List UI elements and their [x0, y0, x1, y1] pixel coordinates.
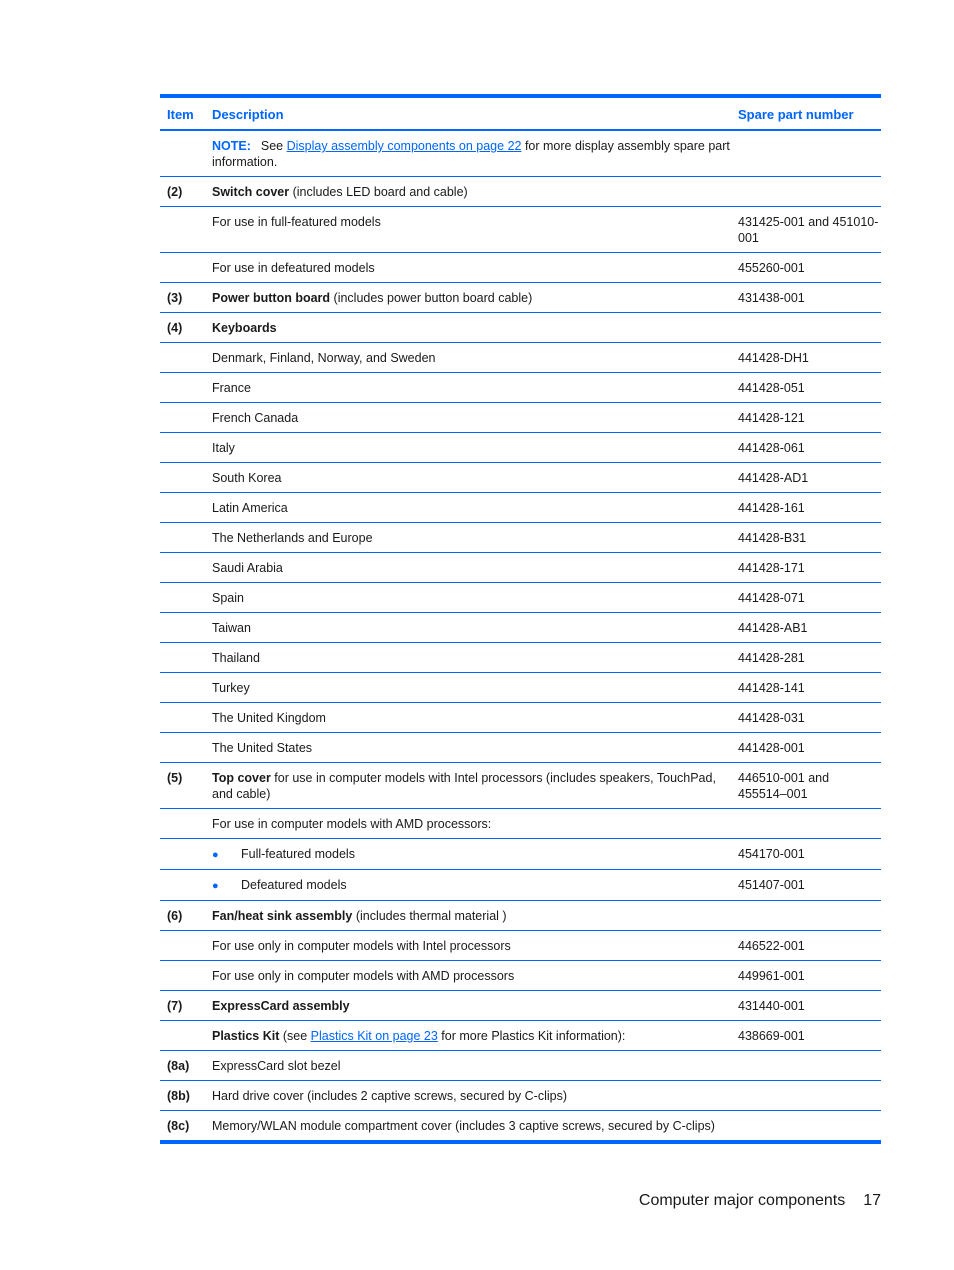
row-description — [206, 809, 731, 839]
row-item — [160, 403, 206, 433]
row-item — [160, 433, 206, 463]
table-row — [160, 283, 881, 313]
row-text: Denmark, Finland, Norway, and Sweden — [212, 351, 436, 365]
table-row — [160, 253, 881, 283]
row-text: Defeatured models — [241, 878, 347, 892]
plastics-kit-row — [160, 1021, 881, 1051]
row-text: The Netherlands and Europe — [212, 531, 373, 545]
table-row — [160, 763, 881, 809]
row-item: (3) — [160, 283, 206, 313]
row-description — [206, 703, 731, 733]
row-spare-part: 441428-B31 — [731, 523, 881, 553]
row-item — [160, 613, 206, 643]
table-row — [160, 403, 881, 433]
table-row — [160, 433, 881, 463]
row-spare-part: 431440-001 — [731, 991, 881, 1021]
row-text: Saudi Arabia — [212, 561, 283, 575]
row-description — [206, 523, 731, 553]
row-text: French Canada — [212, 411, 299, 425]
row-description — [206, 343, 731, 373]
spare-parts-table-wrap — [160, 94, 881, 1144]
table-row — [160, 553, 881, 583]
row-item — [160, 493, 206, 523]
row-description — [206, 433, 731, 463]
note-part-cell — [731, 130, 881, 177]
row-spare-part: 441428-001 — [731, 733, 881, 763]
row-spare-part: 446522-001 — [731, 931, 881, 961]
row-spare-part: 441428-281 — [731, 643, 881, 673]
row-spare-part: 441428-141 — [731, 673, 881, 703]
row-item — [160, 733, 206, 763]
row-text: France — [212, 381, 251, 395]
row-text: For use in computer models with AMD processors: — [212, 817, 492, 831]
header-spare-part: Spare part number — [731, 98, 881, 130]
table-row — [160, 931, 881, 961]
row-spare-part: 441428-AD1 — [731, 463, 881, 493]
header-description: Description — [206, 98, 731, 130]
row-title: Switch cover — [212, 185, 290, 199]
row-text: (includes LED board and cable) — [289, 185, 468, 199]
row-item: (2) — [160, 177, 206, 207]
note-item-cell — [160, 130, 206, 177]
page-footer — [639, 1192, 881, 1210]
row-description — [206, 373, 731, 403]
row-text: Turkey — [212, 681, 250, 695]
footer-section-title: Computer major components — [638, 1192, 846, 1209]
row-item — [160, 583, 206, 613]
row-description — [206, 839, 731, 870]
plastics-item-cell — [160, 1021, 206, 1051]
table-row — [160, 1111, 881, 1141]
row-description — [206, 961, 731, 991]
row-item: (8c) — [167, 1119, 190, 1133]
row-title: ExpressCard assembly — [212, 999, 350, 1013]
table-row — [160, 583, 881, 613]
bullet-icon: ● — [212, 849, 219, 861]
row-item — [160, 207, 206, 253]
row-description — [206, 253, 731, 283]
row-description — [206, 403, 731, 433]
table-row — [160, 870, 881, 901]
table-row — [160, 463, 881, 493]
row-item — [160, 870, 206, 901]
row-text: South Korea — [212, 471, 282, 485]
row-spare-part: 441428-161 — [731, 493, 881, 523]
table-row — [160, 313, 881, 343]
row-spare-part: 454170-001 — [731, 839, 881, 870]
row-description — [206, 313, 731, 343]
row-item: (6) — [160, 901, 206, 931]
plastics-kit-link[interactable]: Plastics Kit on page 23 — [310, 1029, 438, 1043]
row-spare-part: 441428-121 — [731, 403, 881, 433]
table-row — [160, 809, 881, 839]
row-title: Keyboards — [212, 321, 277, 335]
table-row — [160, 961, 881, 991]
row-description — [206, 463, 731, 493]
table-row — [160, 703, 881, 733]
row-spare-part: 441428-061 — [731, 433, 881, 463]
row-description — [206, 613, 731, 643]
note-label: NOTE: — [212, 139, 251, 153]
row-description — [206, 207, 731, 253]
row-description — [206, 177, 731, 207]
table-row — [160, 991, 881, 1021]
row-item — [160, 373, 206, 403]
row-spare-part: 441428-051 — [731, 373, 881, 403]
row-item: (8b) — [160, 1081, 206, 1111]
row-title: Fan/heat sink assembly — [212, 909, 353, 923]
row-item: (8a) — [160, 1051, 206, 1081]
row-item — [160, 643, 206, 673]
table-row — [160, 901, 881, 931]
spare-parts-table — [160, 98, 881, 1140]
row-description — [206, 553, 731, 583]
row-item — [160, 931, 206, 961]
plastics-title: Plastics Kit — [212, 1029, 280, 1043]
table-bottom-rule — [160, 1140, 881, 1144]
row-description — [206, 931, 731, 961]
table-row — [160, 177, 881, 207]
row-description — [206, 493, 731, 523]
row-description — [206, 583, 731, 613]
row-description: Hard drive cover (includes 2 captive screws, secured by C-clips) — [206, 1081, 881, 1111]
row-description — [206, 733, 731, 763]
table-row — [160, 643, 881, 673]
note-cell — [206, 130, 731, 177]
plastics-description — [206, 1021, 731, 1051]
row-text: The United States — [212, 741, 313, 755]
row-description — [206, 870, 731, 901]
table-row — [160, 493, 881, 523]
row-item — [160, 253, 206, 283]
row-spare-part — [731, 313, 881, 343]
table-row — [160, 523, 881, 553]
row-text: for use in computer models with Intel processors (includes speakers, TouchPad, and cable) — [212, 771, 716, 801]
table-row — [160, 613, 881, 643]
row-description: ExpressCard slot bezel — [206, 1051, 881, 1081]
table-row — [160, 1051, 881, 1081]
row-text: Spain — [212, 591, 244, 605]
row-description — [206, 991, 731, 1021]
row-spare-part: 431438-001 — [731, 283, 881, 313]
row-spare-part: 449961-001 — [731, 961, 881, 991]
row-text: Thailand — [212, 651, 260, 665]
row-item — [160, 673, 206, 703]
row-spare-part: 441428-171 — [731, 553, 881, 583]
note-row — [160, 130, 881, 177]
table-row — [160, 733, 881, 763]
row-spare-part: 446510-001 and 455514–001 — [731, 763, 881, 809]
row-item — [160, 343, 206, 373]
page-number: 17 — [863, 1192, 881, 1209]
row-title: Top cover — [212, 771, 271, 785]
row-text: For use in defeatured models — [212, 261, 375, 275]
row-item — [160, 553, 206, 583]
row-item — [160, 839, 206, 870]
row-item — [160, 961, 206, 991]
note-pre: See — [260, 139, 287, 153]
row-text: For use only in computer models with Intel processors — [212, 939, 511, 953]
table-row — [160, 673, 881, 703]
bullet-icon: ● — [212, 880, 219, 892]
row-text: The United Kingdom — [212, 711, 326, 725]
plastics-post: for more Plastics Kit information): — [437, 1029, 626, 1043]
row-item — [160, 463, 206, 493]
row-text: Taiwan — [212, 621, 251, 635]
row-description — [206, 763, 731, 809]
plastics-pre: (see — [279, 1029, 311, 1043]
row-description — [206, 673, 731, 703]
row-text: Latin America — [212, 501, 288, 515]
display-assembly-link[interactable]: Display assembly components on page 22 — [286, 139, 522, 153]
plastics-spare-part: 438669-001 — [731, 1021, 881, 1051]
table-header-row — [160, 98, 881, 130]
row-spare-part — [731, 809, 881, 839]
row-spare-part — [731, 901, 881, 931]
row-spare-part — [731, 177, 881, 207]
row-description — [206, 643, 731, 673]
row-text: Italy — [212, 441, 235, 455]
row-spare-part: 431425-001 and 451010-001 — [731, 207, 881, 253]
row-title: Power button board — [212, 291, 331, 305]
row-item: (4) — [160, 313, 206, 343]
row-spare-part: 441428-071 — [731, 583, 881, 613]
row-description — [206, 901, 731, 931]
row-item — [160, 523, 206, 553]
row-spare-part: 455260-001 — [731, 253, 881, 283]
header-item: Item — [160, 98, 206, 130]
table-row — [160, 1081, 881, 1111]
row-item: (7) — [160, 991, 206, 1021]
row-text: Full-featured models — [241, 847, 355, 861]
table-row — [160, 207, 881, 253]
table-row — [160, 343, 881, 373]
row-description — [206, 283, 731, 313]
table-row — [160, 839, 881, 870]
row-spare-part: 441428-DH1 — [731, 343, 881, 373]
row-item: (5) — [160, 763, 206, 809]
row-text: (includes thermal material ) — [352, 909, 507, 923]
row-item — [160, 703, 206, 733]
row-text: (includes power button board cable) — [330, 291, 533, 305]
table-row — [160, 373, 881, 403]
row-text: For use only in computer models with AMD processors — [212, 969, 515, 983]
row-text: For use in full-featured models — [212, 215, 381, 229]
row-spare-part: 451407-001 — [731, 870, 881, 901]
row-description: Memory/WLAN module compartment cover (includes 3 captive screws, secured by C-clips) — [212, 1119, 715, 1133]
row-spare-part: 441428-031 — [731, 703, 881, 733]
note-post: for more display assembly spare part information. — [212, 139, 730, 169]
row-item — [160, 809, 206, 839]
row-spare-part: 441428-AB1 — [731, 613, 881, 643]
